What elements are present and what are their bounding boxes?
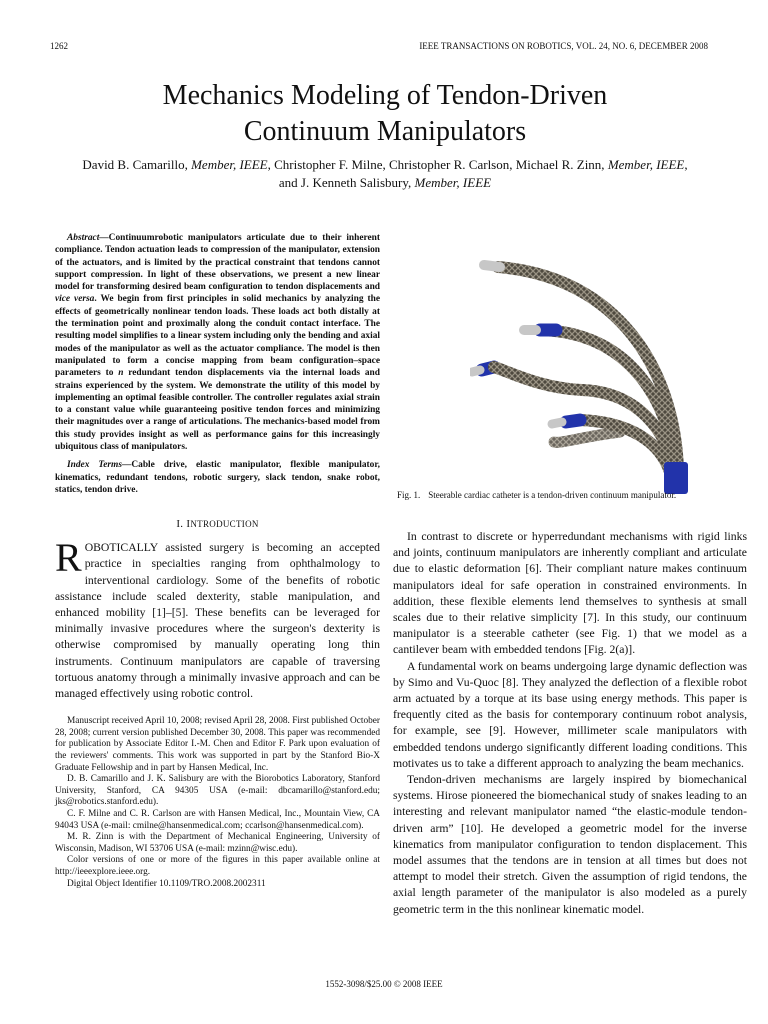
- author-5: and J. Kenneth Salisbury,: [278, 175, 415, 190]
- figure-caption: [397, 489, 747, 501]
- footnote-affiliation: C. F. Milne and C. R. Carlson are with Hansen Medical, Inc., Mountain View, CA 94043 USA (e-mail: cmilne@hansenmedical.com; ccarlson@hansenmedical.com).: [55, 809, 380, 831]
- author-list: David B. Camarillo, Member, IEEE, Christopher F. Milne, Christopher R. Carlson, Michael R. Zinn, Member, IEEE, and J. Kenneth Salisbury, Member, IEEE: [82, 157, 688, 190]
- footnote-color-versions: Color versions of one or more of the figures in this paper available online at http://ieeexplore.ieee.org.: [55, 855, 380, 877]
- figure-label: Fig. 1.: [397, 490, 421, 500]
- index-terms: Index Terms—Cable drive, elastic manipulator, flexible manipulator, kinematics, redundant tendons, robotic surgery, slack tendon, snake robot, statics, tendon drive.: [55, 460, 381, 495]
- right-column: [393, 529, 747, 918]
- abstract: Abstract—Continuumrobotic manipulators articulate due to their inherent compliance. Tendon actuation leads to compression of the manipulator, extension of the actuators, and is limited by the practical constraint that tendons cannot support compression. In light of these observations, we present a new linear model for transforming desired beam configuration to tendon displacements and vice versa. We begin from first principles in solid mechanics by analyzing the effects of geometrically nonlinear tendon loads. These loads act both distally at the termination point and proximally along the conduit contact interface. The resulting model simplifies to a linear system including only the bending and axial modes of the manipulator as well as the actuator compliance. The model is then manipulated to form a concise mapping from beam configuration–space parameters to n redundant tendon displacements via the internal loads and strains experienced by the system. We demonstrate the utility of this model by implementing an optimal feasible controller. The controller regulates axial strain to a constant value while guaranteeing positive tendon forces and minimizing their magnitudes over a range of articulations. The mechanics-based model from this study provides insight as well as performance gains for this increasingly ubiquitous class of manipulators.: [55, 233, 380, 453]
- footnote-manuscript: Manuscript received April 10, 2008; revised April 28, 2008. First published October 28, 2008; current version published December 30, 2008. This paper was recommended for publication by Associate Editor I.-M. Chen and Editor F. Park upon evaluation of the reviewers' comments. This work was supported in part by the Stanford Bio-X Graduate Fellowship and in part by Hansen Medical, Inc.: [55, 716, 380, 773]
- catheter-braid-4b: [554, 432, 620, 442]
- paper-title: [40, 78, 730, 150]
- journal-header: IEEE TRANSACTIONS ON ROBOTICS, VOL. 24, NO. 6, DECEMBER 2008: [419, 41, 708, 51]
- catheter-braid-3b: [494, 367, 582, 390]
- footnotes: [55, 716, 380, 890]
- footnote-affiliation: D. B. Camarillo and J. K. Salisbury are with the Biorobotics Laboratory, Stanford University, Stanford, CA 94305 USA (e-mail: dbcamarillo@stanford.edu; jks@robotics.stanford.edu).: [55, 774, 380, 808]
- figure-caption-text: Steerable cardiac catheter is a tendon-driven continuum manipulator.: [428, 490, 677, 500]
- catheter-figure-image: [470, 232, 740, 494]
- copyright-footer: 1552-3098/$25.00 © 2008 IEEE: [325, 979, 443, 989]
- body-paragraph: In contrast to discrete or hyperredundant mechanisms with rigid links and joints, continuum manipulators are inherently compliant and articulate due to elastic deformation [6]. Their compliant nature makes continuum manipulators ideal for safe operation in constrained environments. In addition, these flexible elements lend themselves to synthesis at small scales due to their relative simplicity [7]. In this study, our continuum manipulator is a steerable catheter (see Fig. 1) that we model as a cantilever beam with embedded tendons [Fig. 2(a)].: [393, 530, 747, 657]
- intro-paragraph: ROBOTICALLY assisted surgery is becoming an accepted practice in specialties ranging from ophthalmology to interventional cardiology. Some of the benefits of robotic assistance include scaled dexterity, stable manipulation, and enhanced mobility [1]–[5]. These benefits can be leveraged for minimally invasive procedures where the surgeon's dexterity is otherwise compromised by manually operating long thin instruments. Continuum manipulators are capable of traversing tortuous anatomy through a minimally invasive approach and can be managed effectively using robotic control.: [55, 535, 380, 701]
- author-1: David B. Camarillo,: [82, 157, 192, 172]
- footnote-doi: Digital Object Identifier 10.1109/TRO.2008.2002311: [67, 878, 266, 889]
- title-line-1: Mechanics Modeling of Tendon-Driven: [162, 80, 608, 111]
- catheter-tip-4: [552, 422, 562, 424]
- left-column: [55, 232, 380, 890]
- body-paragraph: A fundamental work on beams undergoing large dynamic deflection was by Simo and Vu-Quoc [8]. They analyzed the deflection of a flexible robot arm actuated by a torque at its base using energy methods. This paper is frequently cited as the basis for contemporary continuum robot analysis, for example, see [9]. However, millimeter scale manipulators with embedded tendons undergo significantly different loading conditions. This motivates us to take a different approach to analyzing the beam mechanics.: [393, 659, 747, 770]
- author-4-membership: Member, IEEE: [607, 157, 685, 172]
- section-heading-introduction: I. INTRODUCTION: [176, 518, 259, 531]
- body-paragraph: Tendon-driven mechanisms are largely inspired by biomechanical systems. Hirose pioneered the biomechanical study of snakes leading to an interesting and relevant manipulator named “the elastic-module tendon-driven arm” [10]. He developed a geometric model for the inverse kinematics from manipulator configuration to tendon displacement. This model assumes that the tendons are in tension at all times but does not attempt to model their stretch. Given the assumption of rigid tendons, the axial length parameter of the manipulator is also modeled as a purely geometric term in the this nonlinear kinematic model.: [393, 773, 747, 916]
- catheter-sheath-4: [566, 420, 580, 422]
- authors-2-4: , Christopher F. Milne, Christopher R. Carlson, Michael R. Zinn,: [267, 157, 608, 172]
- abstract-lead: Abstract: [67, 233, 100, 243]
- drop-cap: R: [55, 535, 82, 581]
- footnote-affiliation: M. R. Zinn is with the Department of Mechanical Engineering, University of Wisconsin, Madison, WI 53706 USA (e-mail: mzinn@wisc.edu).: [55, 832, 380, 854]
- catheter-tip-3: [472, 370, 480, 372]
- page-number: 1262: [50, 41, 68, 51]
- author-5-membership: Member, IEEE: [414, 175, 492, 190]
- author-1-membership: Member, IEEE: [191, 157, 268, 172]
- catheter-tip-outer: [484, 265, 500, 267]
- title-line-2: Continuum Manipulators: [243, 116, 527, 147]
